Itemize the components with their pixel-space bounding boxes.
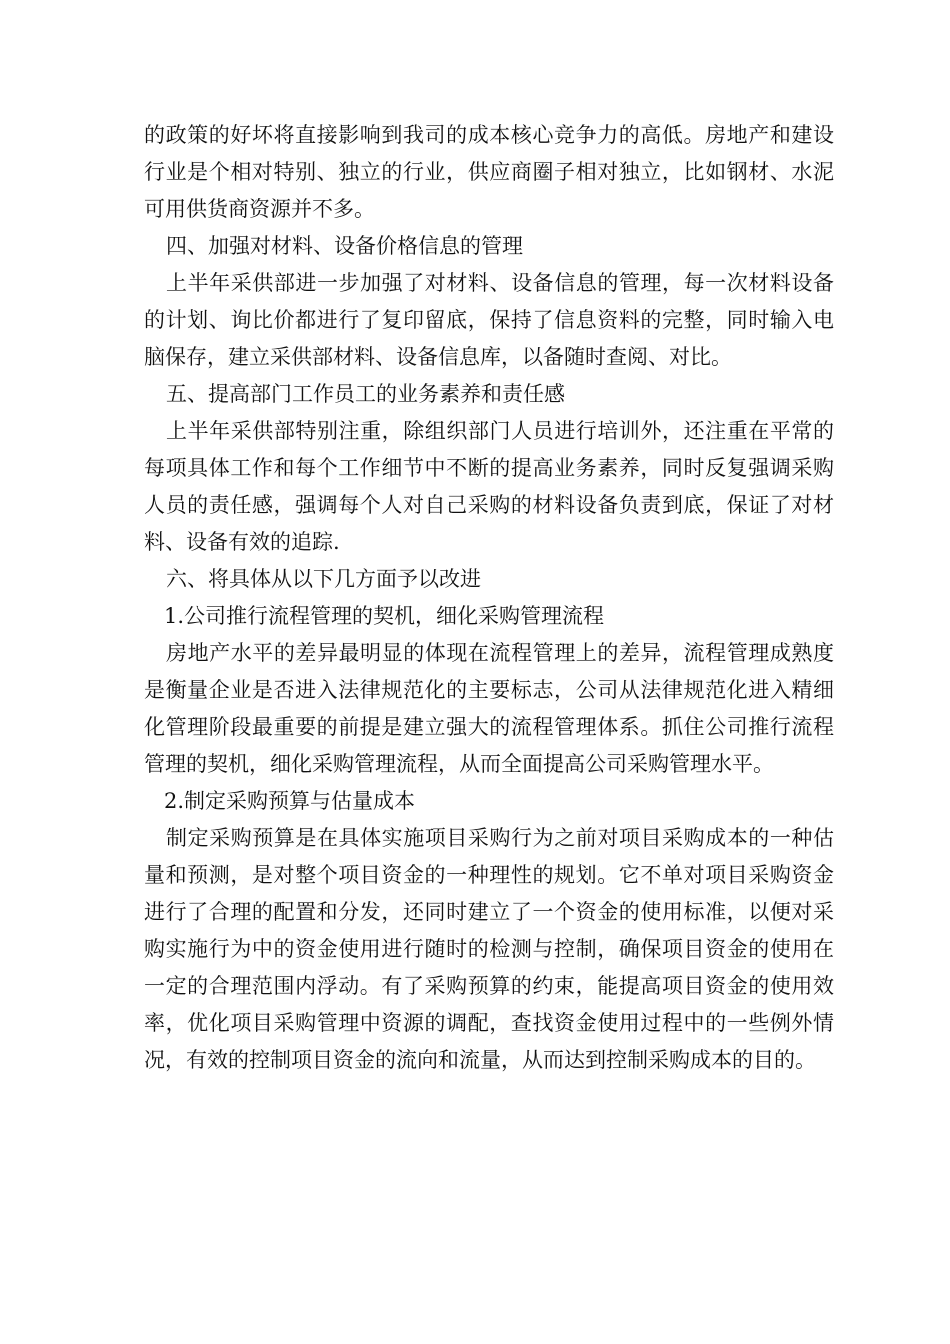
- paragraph-process-management: 房地产水平的差异最明显的体现在流程管理上的差异，流程管理成熟度是衡量企业是否进入法律规范化的主要标志，公司从法律规范化进入精细化管理阶段最重要的前提是建立强大的流程管理体系。抓住公司推行流程管理的契机，细化采购管理流程，从而全面提高公司采购管理水平。: [144, 641, 834, 776]
- document-body: [144, 117, 834, 1079]
- subheading-2: 2.制定采购预算与估量成本: [164, 789, 416, 813]
- section-heading-5: 五、提高部门工作员工的业务素养和责任感: [166, 382, 565, 406]
- section-heading-4: 四、加强对材料、设备价格信息的管理: [166, 234, 523, 258]
- paragraph-info-management: 上半年采供部进一步加强了对材料、设备信息的管理，每一次材料设备的计划、询比价都进行了复印留底，保持了信息资料的完整，同时输入电脑保存，建立采供部材料、设备信息库，以备随时查阅、对比。: [144, 271, 834, 369]
- subheading-1: 1.公司推行流程管理的契机，细化采购管理流程: [164, 604, 605, 628]
- section-heading-6: 六、将具体从以下几方面予以改进: [166, 567, 481, 591]
- paragraph-policy-impact: 的政策的好坏将直接影响到我司的成本核心竞争力的高低。房地产和建设行业是个相对特别、独立的行业，供应商圈子相对独立，比如钢材、水泥可用供货商资源并不多。: [144, 123, 834, 221]
- paragraph-staff-training: 上半年采供部特别注重，除组织部门人员进行培训外，还注重在平常的每项具体工作和每个工作细节中不断的提高业务素养，同时反复强调采购人员的责任感，强调每个人对自己采购的材料设备负责到底，保证了对材料、设备有效的追踪.: [144, 419, 834, 554]
- paragraph-procurement-budget: 制定采购预算是在具体实施项目采购行为之前对项目采购成本的一种估量和预测，是对整个项目资金的一种理性的规划。它不单对项目采购资金进行了合理的配置和分发，还同时建立了一个资金的使用标准，以便对采购实施行为中的资金使用进行随时的检测与控制，确保项目资金的使用在一定的合理范围内浮动。有了采购预算的约束，能提高项目资金的使用效率，优化项目采购管理中资源的调配，查找资金使用过程中的一些例外情况，有效的控制项目资金的流向和流量，从而达到控制采购成本的目的。: [144, 826, 834, 1072]
